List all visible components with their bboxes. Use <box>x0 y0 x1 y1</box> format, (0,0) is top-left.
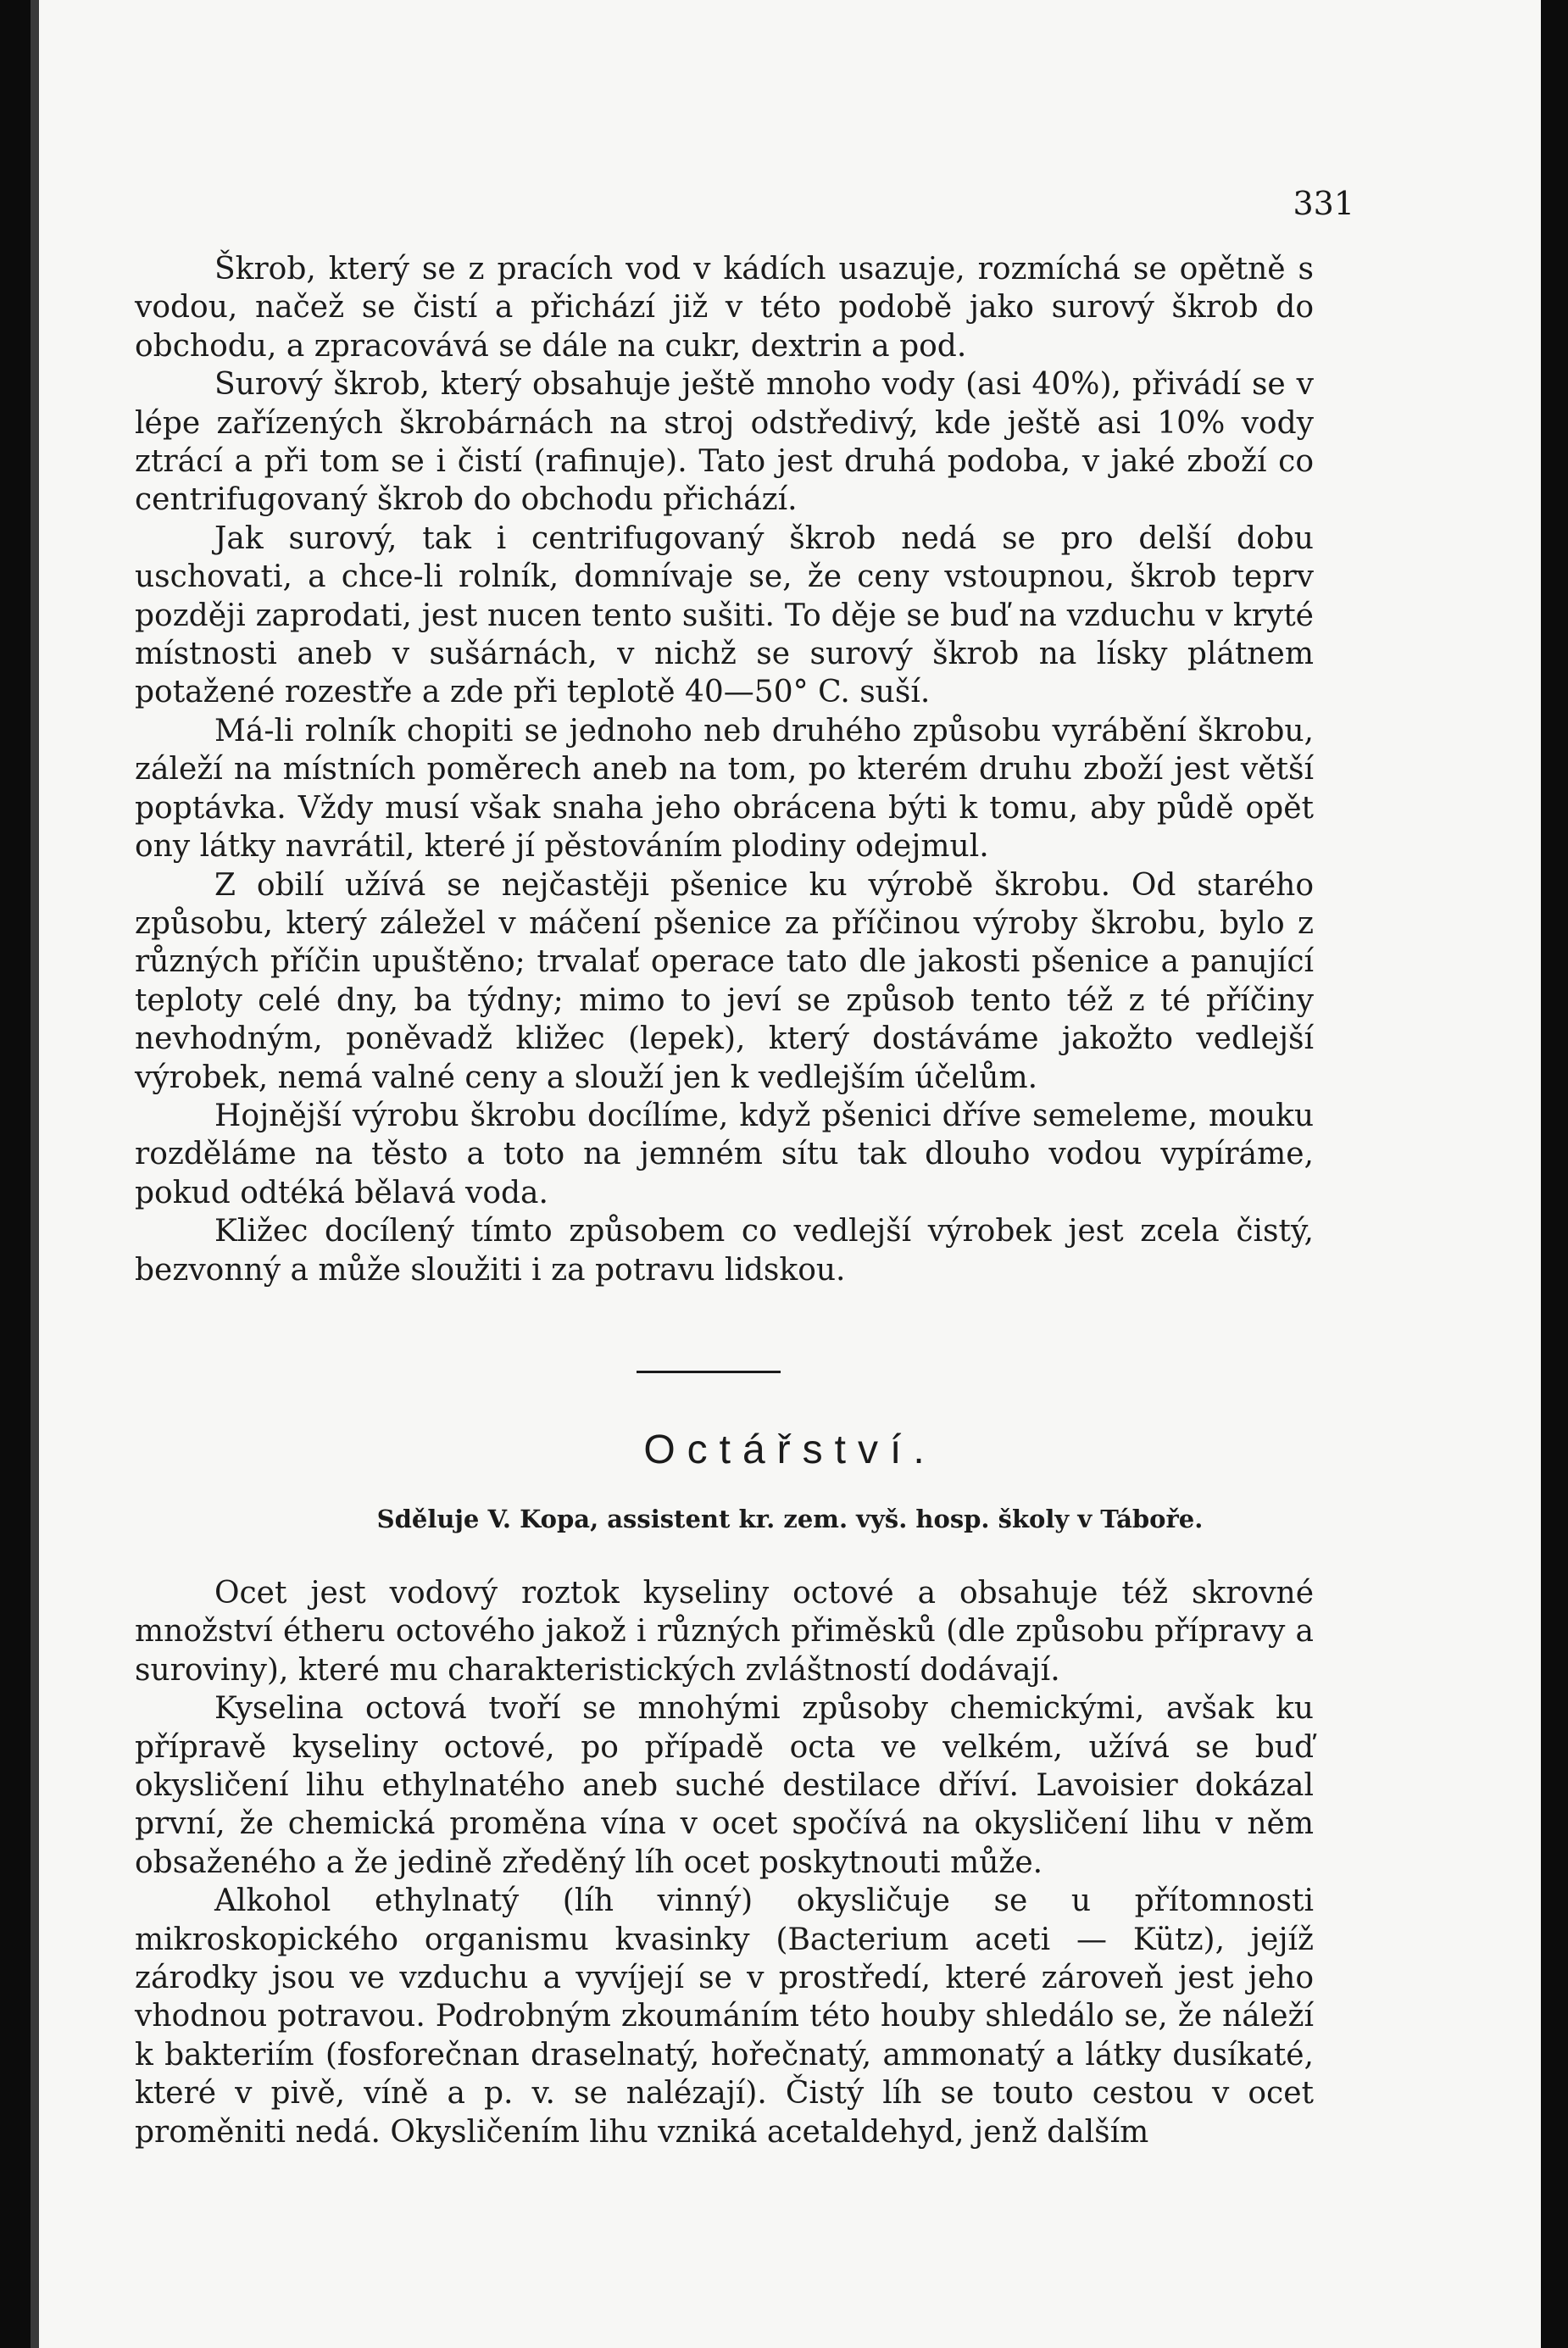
paragraph: Škrob, který se z pracích vod v kádích usazuje, rozmíchá se opětně s vodou, načež se čistí a přichází již v této podobě jako surový škrob do obchodu, a zpracovává se dále na cukr, dextrin a pod. <box>135 252 1314 364</box>
scan-border-left <box>0 0 31 2348</box>
section-divider <box>637 1371 781 1373</box>
paragraph: Jak surový, tak i centrifugovaný škrob nedá se pro delší dobu uschovati, a chce-li rolník, domnívaje se, že ceny vstoupnou, škrob teprv později zaprodati, jest nucen tento sušiti. To děje se buď na vzduchu v kryté místnosti aneb v sušárnách, v nichž se surový škrob na lísky plátnem potažené rozestře a zde při teplotě 40—50° C. suší. <box>135 520 1314 710</box>
scan-border-inner <box>31 0 39 2348</box>
paragraph: Ocet jest vodový roztok kyseliny octové a obsahuje též skrovné množství étheru octového jakož i různých přiměsků (dle způsobu přípravy a suroviny), které mu charakteristických zvláštností dodávají. <box>135 1576 1314 1688</box>
paragraph: Má-li rolník chopiti se jednoho neb druhého způsobu vyrábění škrobu, záleží na místních poměrech aneb na tom, po kterém druhu zboží jest větší poptávka. Vždy musí však snaha jeho obrácena býti k tomu, aby půdě opět ony látky navrátil, které jí pěstováním plodiny odejmul. <box>135 713 1314 865</box>
paragraph: Surový škrob, který obsahuje ještě mnoho vody (asi 40%), přivádí se v lépe zařízených škrobárnách na stroj odstředivý, kde ještě asi 10% vody ztrácí a při tom se i čistí (rafinuje). Tato jest druhá podoba, v jaké zboží co centrifugovaný škrob do obchodu přichází. <box>135 367 1314 518</box>
paragraph: Alkohol ethylnatý (líh vinný) okysličuje se u přítomnosti mikroskopického organismu kvasinky (Bacterium aceti — Kütz), jejíž zárodky jsou ve vzduchu a vyvíjejí se v prostředí, které zároveň jest jeho vhodnou potravou. Podrobným zkoumáním této houby shledálo se, že náleží k bakteriím (fosforečnan draselnatý, hořečnatý, ammonatý a látky dusíkaté, které v pivě, víně a p. v. se nalézají). Čistý líh se touto cestou v ocet proměniti nedá. Okysličením lihu vzniká acetaldehyd, jenž dalším <box>135 1883 1314 2150</box>
page-number: 331 <box>1293 185 1354 222</box>
section-title: Octářství. <box>643 1427 937 1472</box>
scan-border-right <box>1541 0 1568 2348</box>
paragraph: Hojnější výrobu škrobu docílíme, když pšenici dříve semeleme, mouku rozděláme na těsto a toto na jemném sítu tak dlouho vodou vypíráme, pokud odtéká bělavá voda. <box>135 1098 1314 1210</box>
paragraph: Z obilí užívá se nejčastěji pšenice ku výrobě škrobu. Od starého způsobu, který záležel v máčení pšenice za příčinou výroby škrobu, bylo z různých příčin upuštěno; trvalať operace tato dle jakosti pšenice a panující teploty celé dny, ba týdny; mimo to jeví se způsob tento též z té příčiny nevhodným, poněvadž kližec (lepek), který dostáváme jakožto vedlejší výrobek, nemá valné ceny a slouží jen k vedlejším účelům. <box>135 867 1314 1095</box>
author-byline: Sděluje V. Kopa, assistent kr. zem. vyš. hosp. školy v Táboře. <box>376 1505 1204 1533</box>
section-1-text <box>135 250 1314 1289</box>
book-page <box>39 0 1541 2348</box>
paragraph: Kližec docílený tímto způsobem co vedlejší výrobek jest zcela čistý, bezvonný a může sloužiti i za potravu lidskou. <box>135 1214 1314 1288</box>
section-2-text <box>135 1574 1314 2151</box>
paragraph: Kyselina octová tvoří se mnohými způsoby chemickými, avšak ku přípravě kyseliny octové, po případě octa ve velkém, užívá se buď okysličení lihu ethylnatého aneb suché destilace dříví. Lavoisier dokázal první, že chemická proměna vína v ocet spočívá na okysličení lihu v něm obsaženého a že jedině zředěný líh ocet poskytnouti může. <box>135 1691 1314 1880</box>
